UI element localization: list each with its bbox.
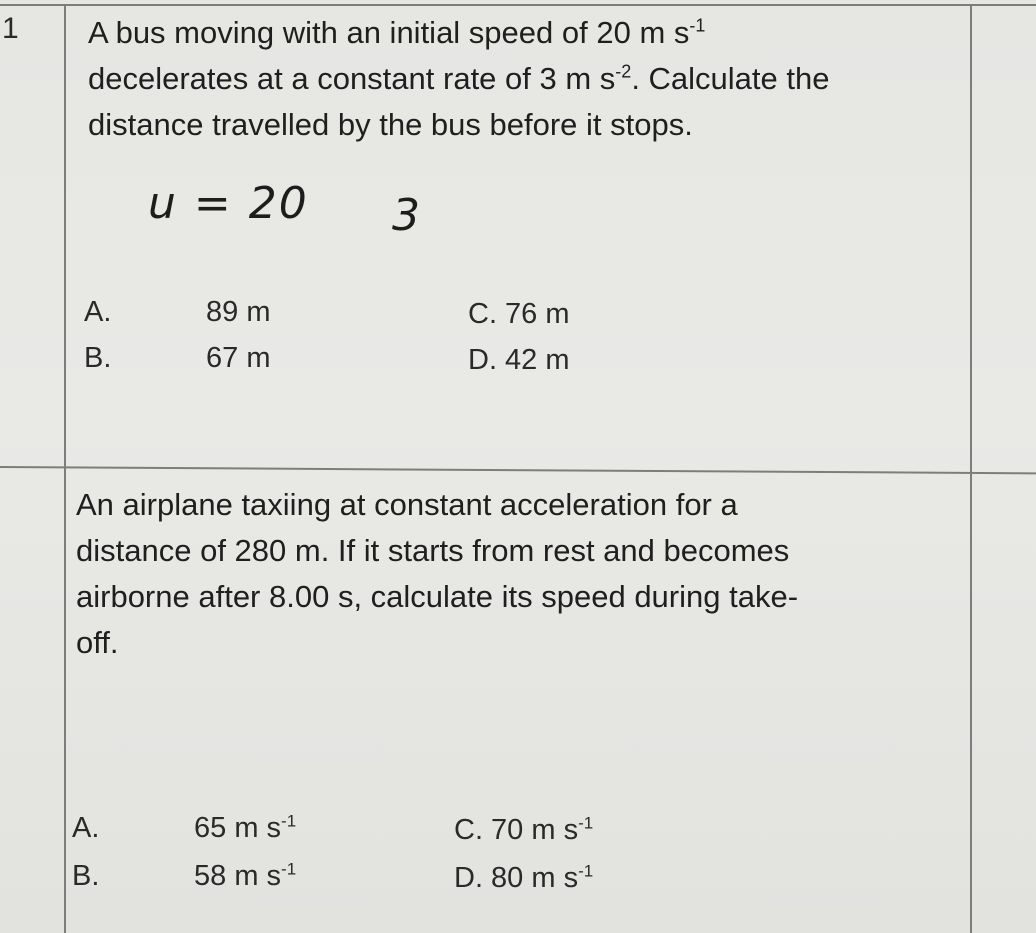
option-a-value: 65 m $s^{-1}$ [194,811,297,844]
option-d: D. 80 m $s^{-1}$ [454,861,594,894]
option-a-value: 89 m [206,296,271,328]
question-2-line-4: off. [76,625,119,660]
question-2-line-2: distance of 280 m. If it starts from rest and becomes [76,533,790,568]
right-column-border [970,4,972,933]
question-2-line-1: An airplane taxiing at constant acceleration for a [76,487,738,522]
option-b-value: 58 m $s^{-1}$ [194,859,297,892]
option-a-letter: A. [84,296,112,328]
option-d: D. 42 m [468,344,570,376]
question-2-text [76,482,798,666]
left-column-border [64,4,66,933]
question-2-line-3: airborne after 8.00 s, calculate its speed during take- [76,579,799,614]
question-1-line-3: distance travelled by the bus before it stops. [88,107,693,142]
option-c: C. 76 m [468,298,570,330]
question-1-text [88,10,829,148]
option-a-letter: A. [72,812,100,844]
question-1-line-2: decelerates at a constant rate of 3 m $s^{-2}$. Calculate the [88,61,830,96]
handwritten-note-u: u = 20 [148,178,309,229]
handwritten-note-3: 3 [392,190,422,241]
question-number: 1 [2,12,19,45]
option-b-letter: B. [84,342,112,374]
option-b-letter: B. [72,860,100,892]
option-b-value: 67 m [206,342,271,374]
row-divider [0,466,1036,474]
question-1-line-1: A bus moving with an initial speed of 20 m $s^{-1}$ [88,15,706,50]
table-top-border [0,4,1036,6]
option-c: C. 70 m $s^{-1}$ [454,813,594,846]
